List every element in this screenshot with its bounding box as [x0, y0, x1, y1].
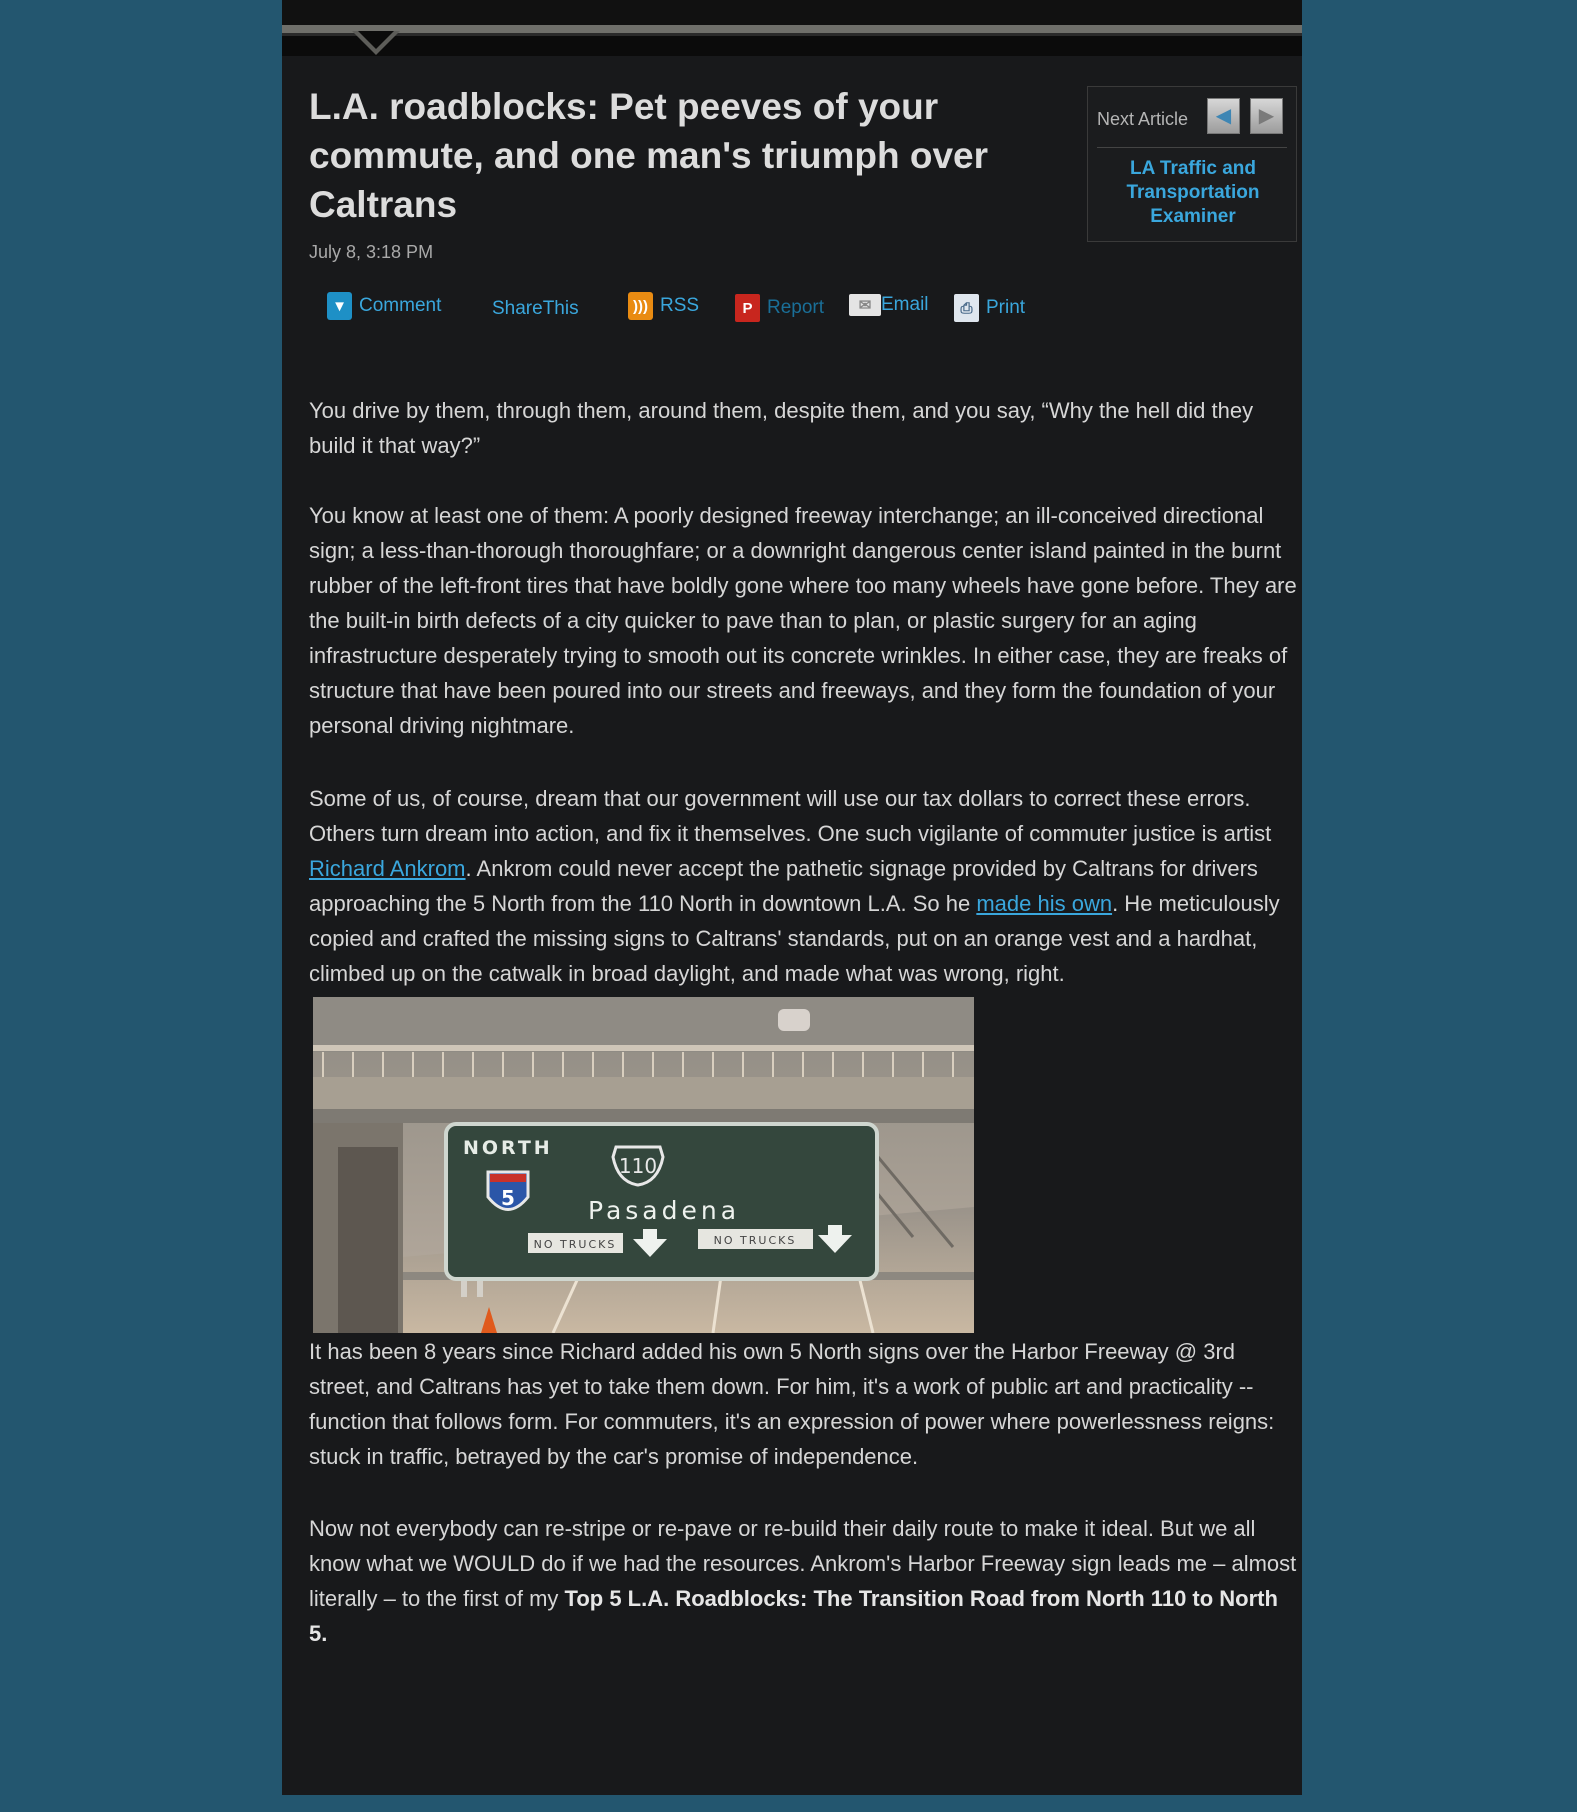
freeway-sign-photo: [313, 997, 974, 1333]
next-article-box: [1087, 86, 1297, 242]
rss-button[interactable]: [628, 292, 699, 320]
envelope-icon: ✉: [849, 294, 881, 316]
comment-icon: ▼: [327, 292, 352, 320]
printer-icon: ⎙: [954, 294, 979, 322]
article-date: July 8, 3:18 PM: [309, 242, 434, 262]
sharethis-button[interactable]: [492, 298, 579, 320]
paragraph-3: [309, 781, 1302, 991]
article-toolbar: [327, 292, 1287, 332]
article-page: [282, 0, 1302, 1795]
next-article-link[interactable]: LA Traffic and Transportation Examiner: [1126, 158, 1260, 227]
divider: [1097, 147, 1287, 148]
paragraph-2: [309, 498, 1299, 743]
comment-label: Comment: [359, 295, 442, 316]
richard-ankrom-link[interactable]: Richard Ankrom: [309, 856, 466, 881]
print-button[interactable]: [954, 294, 1025, 322]
top-bar: [282, 0, 1302, 56]
email-button[interactable]: [849, 294, 929, 316]
paragraph-text: You drive by them, through them, around them, despite them, and you say, “Why the hell did they build it that way?”: [309, 398, 1254, 458]
email-label: Email: [881, 294, 929, 315]
flag-icon: P: [735, 294, 760, 322]
report-label: Report: [767, 297, 825, 318]
print-label: Print: [986, 297, 1026, 318]
article-title: L.A. roadblocks: Pet peeves of your commute, and one man's triumph over Caltrans: [309, 86, 989, 225]
paragraph-5: [309, 1511, 1299, 1651]
rss-icon: ))): [628, 292, 653, 320]
next-article-label: Next Article: [1097, 109, 1189, 129]
top5-heading: Top 5 L.A. Roadblocks: The Transition Road from North 110 to North 5.: [309, 1586, 1278, 1646]
arrow-left-icon[interactable]: ◀: [1207, 98, 1240, 134]
sign-direction: NORTH: [463, 1137, 553, 1159]
paragraph-text: Some of us, of course, dream that our government will use our tax dollars to correct these errors. Others turn dream into action, and fix it themselves. One such vigilante of commuter justice is artist Richard Ankrom. Ankrom could never accept the pathetic signage provided by Caltrans for drivers approaching the 5 North from the 110 North in downtown L.A. So he made his own. He meticulously copied and crafted the missing signs to Caltrans' standards, put on an orange vest and a hardhat, climbed up on the catwalk in broad daylight, and made what was wrong, right.: [309, 786, 1280, 986]
photo-illustration: [313, 997, 974, 1333]
paragraph-4: [309, 1334, 1299, 1474]
report-button[interactable]: [735, 294, 824, 322]
rss-label: RSS: [660, 295, 700, 316]
interstate-number: 5: [501, 1186, 515, 1210]
made-his-own-link[interactable]: made his own: [976, 891, 1113, 916]
destination-text: Pasadena: [588, 1196, 741, 1225]
paragraph-text: It has been 8 years since Richard added his own 5 North signs over the Harbor Freeway @ 3rd street, and Caltrans has yet to take them down. For him, it's a work of public art and practicality -- function that follows form. For commuters, it's an expression of power where powerlessness reigns: stuck in traffic, betrayed by the car's promise of independence.: [309, 1339, 1275, 1469]
paragraph-1: [309, 393, 1299, 463]
route-number: 110: [618, 1154, 658, 1178]
sharethis-label: ShareThis: [492, 298, 579, 319]
arrow-right-icon[interactable]: ▶: [1250, 98, 1283, 134]
lane-right-text: NO TRUCKS: [713, 1234, 797, 1247]
comment-button[interactable]: [327, 292, 441, 320]
lane-left-text: NO TRUCKS: [533, 1238, 617, 1251]
paragraph-text: Now not everybody can re-stripe or re-pave or re-build their daily route to make it ideal. But we all know what we WOULD do if we had the resources. Ankrom's Harbor Freeway sign leads me – almost literally – to the first of my Top 5 L.A. Roadblocks: The Transition Road from North 110 to North 5.: [309, 1516, 1297, 1646]
paragraph-text: You know at least one of them: A poorly designed freeway interchange; an ill-conceived directional sign; a less-than-thorough thoroughfare; or a downright dangerous center island painted in the burnt rubber of the left-front tires that have boldly gone where too many wheels have gone before. They are the built-in birth defects of a city quicker to pave than to plan, or plastic surgery for an aging infrastructure desperately trying to smooth out its concrete wrinkles. In either case, they are freaks of structure that have been poured into our streets and freeways, and they form the foundation of your personal driving nightmare.: [309, 503, 1297, 738]
